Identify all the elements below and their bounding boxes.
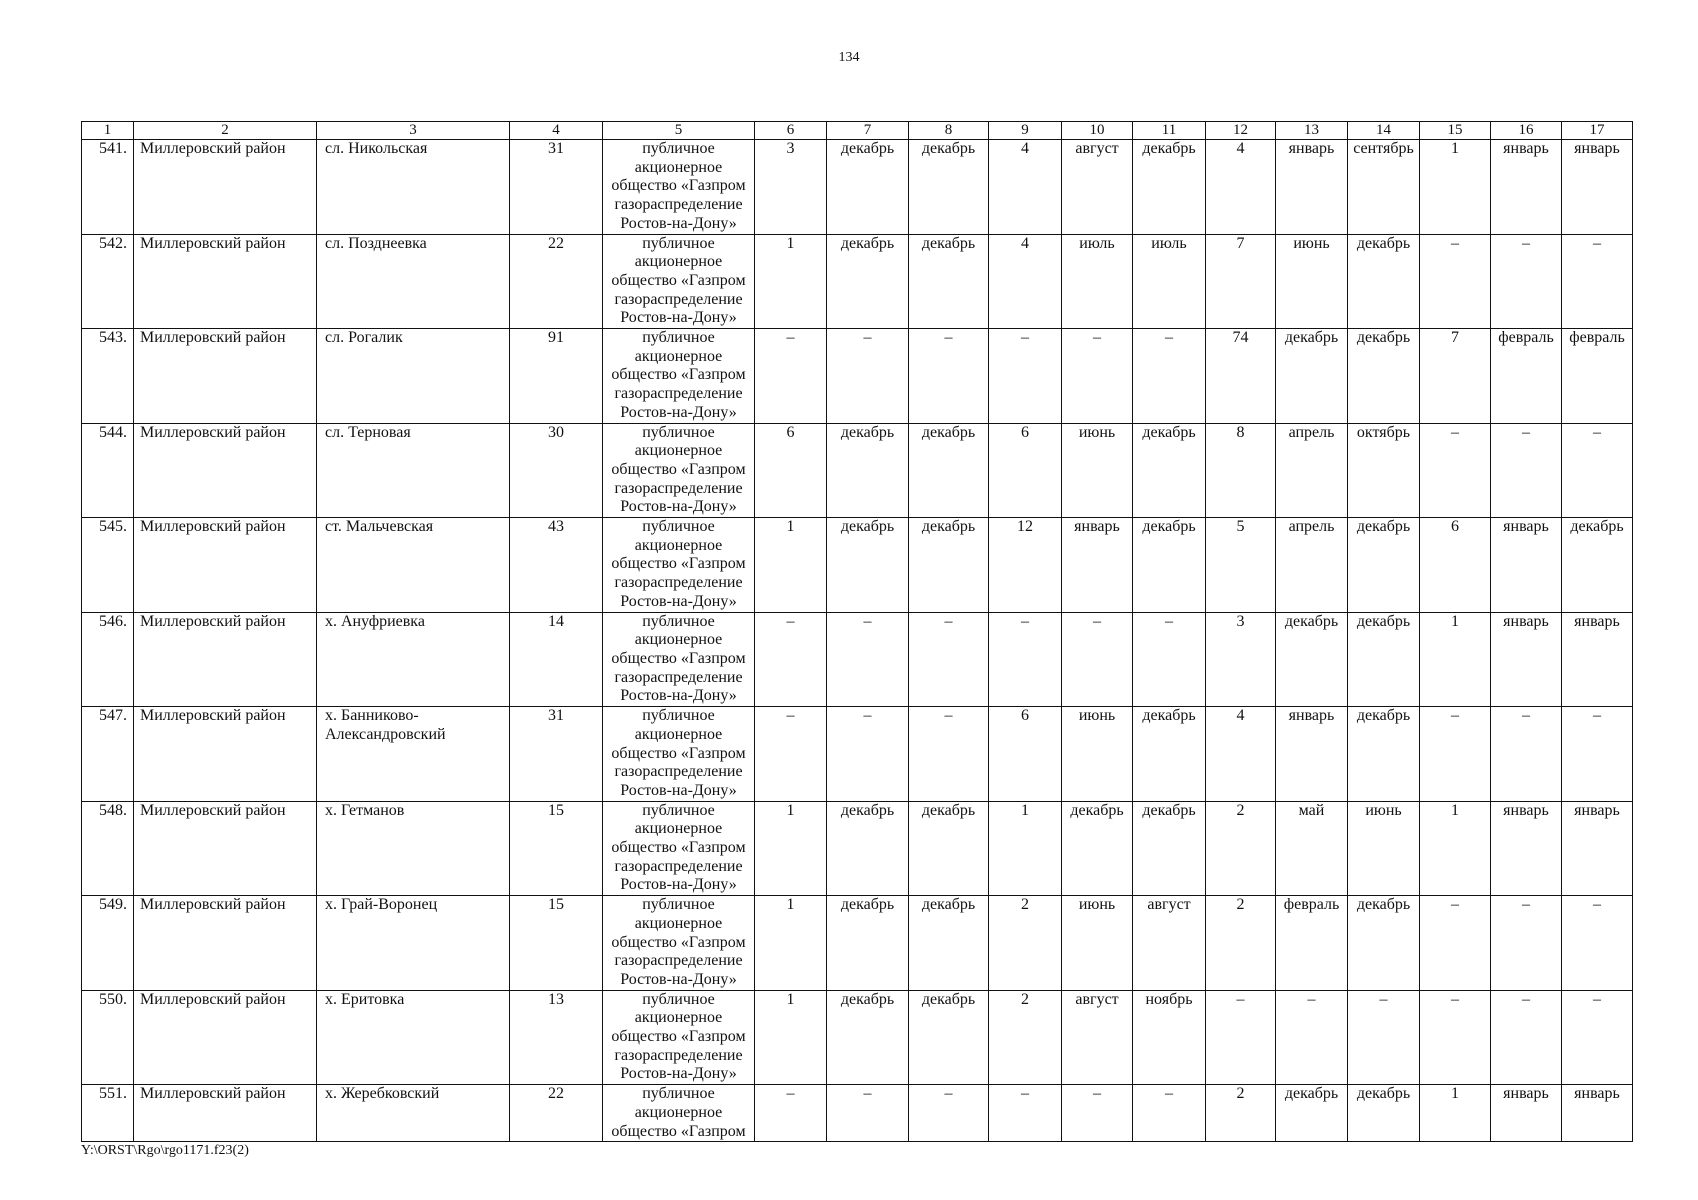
table-row <box>82 896 1633 991</box>
table-cell: – <box>1276 990 1348 1085</box>
table-cell: х. Банниково-Александровский <box>317 707 510 802</box>
table-cell: 2 <box>1206 801 1276 896</box>
table-cell: – <box>1420 707 1491 802</box>
table-cell: декабрь <box>909 518 989 613</box>
table-cell: Миллеровский район <box>134 140 317 235</box>
table-cell: 1 <box>755 234 827 329</box>
table-cell: – <box>827 707 909 802</box>
table-cell: 3 <box>755 140 827 235</box>
table-cell: х. Грай-Воронец <box>317 896 510 991</box>
page-number: 134 <box>838 50 860 65</box>
table-cell: 22 <box>510 234 603 329</box>
column-header: 5 <box>603 122 755 140</box>
column-header: 1 <box>82 122 134 140</box>
table-cell: – <box>1420 423 1491 518</box>
table-cell: – <box>989 1085 1062 1142</box>
table-cell: – <box>909 1085 989 1142</box>
column-header: 17 <box>1562 122 1633 140</box>
table-cell: 2 <box>1206 896 1276 991</box>
table-cell: – <box>827 329 909 424</box>
column-header: 7 <box>827 122 909 140</box>
table-cell: Миллеровский район <box>134 707 317 802</box>
table-row <box>82 234 1633 329</box>
table-cell: 6 <box>1420 518 1491 613</box>
column-header: 4 <box>510 122 603 140</box>
table-cell: 30 <box>510 423 603 518</box>
table-cell: – <box>1420 234 1491 329</box>
table-cell: январь <box>1562 612 1633 707</box>
table-cell: публичное акционерное общество «Газпром газораспределение Ростов-на-Дону» <box>603 801 755 896</box>
table-cell: июнь <box>1348 801 1420 896</box>
table-cell: 549. <box>82 896 134 991</box>
table-cell: – <box>989 612 1062 707</box>
table-row <box>82 801 1633 896</box>
table-cell: 1 <box>755 896 827 991</box>
table-cell: 7 <box>1420 329 1491 424</box>
table-cell: декабрь <box>827 423 909 518</box>
table-cell: 2 <box>989 896 1062 991</box>
table-cell: 1 <box>755 518 827 613</box>
table-cell: январь <box>1276 707 1348 802</box>
table-cell: декабрь <box>1348 518 1420 613</box>
table-cell: – <box>1491 234 1562 329</box>
table-cell: х. Жеребковский <box>317 1085 510 1142</box>
table-cell: 543. <box>82 329 134 424</box>
column-header: 13 <box>1276 122 1348 140</box>
table-cell: – <box>1206 990 1276 1085</box>
table-cell: – <box>1062 612 1133 707</box>
table-cell: 1 <box>1420 801 1491 896</box>
table-cell: 550. <box>82 990 134 1085</box>
table-cell: июль <box>1133 234 1206 329</box>
table-cell: – <box>1133 1085 1206 1142</box>
table-cell: 541. <box>82 140 134 235</box>
column-header: 2 <box>134 122 317 140</box>
table-cell: январь <box>1562 140 1633 235</box>
table-cell: 43 <box>510 518 603 613</box>
table-cell: – <box>1420 896 1491 991</box>
table-cell: декабрь <box>1562 518 1633 613</box>
table-cell: декабрь <box>827 234 909 329</box>
table-cell: 4 <box>989 140 1062 235</box>
table-cell: май <box>1276 801 1348 896</box>
table-cell: 22 <box>510 1085 603 1142</box>
table-cell: январь <box>1562 801 1633 896</box>
column-header: 8 <box>909 122 989 140</box>
table-cell: – <box>1491 707 1562 802</box>
table-cell: – <box>755 1085 827 1142</box>
column-header: 3 <box>317 122 510 140</box>
table-cell: – <box>1562 234 1633 329</box>
table-cell: Миллеровский район <box>134 518 317 613</box>
table-cell: публичное акционерное общество «Газпром газораспределение Ростов-на-Дону» <box>603 612 755 707</box>
table-cell: – <box>1420 990 1491 1085</box>
table-cell: февраль <box>1491 329 1562 424</box>
table-cell: декабрь <box>909 801 989 896</box>
column-header: 6 <box>755 122 827 140</box>
table-cell: – <box>1491 990 1562 1085</box>
table-cell: Миллеровский район <box>134 801 317 896</box>
table-cell: январь <box>1562 1085 1633 1142</box>
table-cell: декабрь <box>909 896 989 991</box>
table-cell: 1 <box>1420 1085 1491 1142</box>
table-cell: декабрь <box>827 140 909 235</box>
table-row <box>82 707 1633 802</box>
table-cell: 13 <box>510 990 603 1085</box>
table-row <box>82 518 1633 613</box>
table-cell: 91 <box>510 329 603 424</box>
table-cell: декабрь <box>1348 612 1420 707</box>
table-cell: декабрь <box>1348 329 1420 424</box>
table-cell: 546. <box>82 612 134 707</box>
table-cell: декабрь <box>1348 707 1420 802</box>
table-cell: декабрь <box>1062 801 1133 896</box>
table-cell: декабрь <box>1276 612 1348 707</box>
table-cell: 2 <box>989 990 1062 1085</box>
table-cell: – <box>909 329 989 424</box>
table-cell: публичное акционерное общество «Газпром газораспределение Ростов-на-Дону» <box>603 990 755 1085</box>
column-header: 15 <box>1420 122 1491 140</box>
table-cell: сентябрь <box>1348 140 1420 235</box>
table-cell: Миллеровский район <box>134 896 317 991</box>
table-cell: 8 <box>1206 423 1276 518</box>
table-cell: – <box>1491 423 1562 518</box>
column-header: 14 <box>1348 122 1420 140</box>
table-cell: – <box>755 329 827 424</box>
table-cell: февраль <box>1562 329 1633 424</box>
table-cell: июнь <box>1062 707 1133 802</box>
table-cell: 4 <box>989 234 1062 329</box>
table-cell: сл. Никольская <box>317 140 510 235</box>
table-cell: декабрь <box>827 801 909 896</box>
table-cell: 4 <box>1206 140 1276 235</box>
table-cell: декабрь <box>1133 707 1206 802</box>
header-row <box>82 122 1633 140</box>
table-cell: 6 <box>755 423 827 518</box>
table-cell: декабрь <box>909 234 989 329</box>
column-header: 10 <box>1062 122 1133 140</box>
table-cell: февраль <box>1276 896 1348 991</box>
table-cell: публичное акционерное общество «Газпром газораспределение Ростов-на-Дону» <box>603 707 755 802</box>
table-cell: – <box>1133 329 1206 424</box>
table-cell: декабрь <box>827 990 909 1085</box>
table-cell: декабрь <box>1133 140 1206 235</box>
table-row <box>82 1085 1633 1142</box>
table-cell: 1 <box>1420 612 1491 707</box>
table-cell: 1 <box>989 801 1062 896</box>
table-cell: – <box>1562 707 1633 802</box>
table-cell: – <box>909 707 989 802</box>
table-cell: сл. Позднеевка <box>317 234 510 329</box>
table-cell: 6 <box>989 707 1062 802</box>
table-cell: 3 <box>1206 612 1276 707</box>
table-row <box>82 423 1633 518</box>
table-cell: декабрь <box>909 140 989 235</box>
table-cell: январь <box>1276 140 1348 235</box>
table-cell: – <box>909 612 989 707</box>
table-cell: декабрь <box>909 423 989 518</box>
table-cell: январь <box>1491 518 1562 613</box>
table-cell: декабрь <box>1133 518 1206 613</box>
table-cell: – <box>1562 990 1633 1085</box>
table-cell: январь <box>1491 1085 1562 1142</box>
column-header: 12 <box>1206 122 1276 140</box>
table-cell: январь <box>1491 140 1562 235</box>
table-cell: 547. <box>82 707 134 802</box>
table-cell: х. Ануфриевка <box>317 612 510 707</box>
table-cell: январь <box>1062 518 1133 613</box>
table-cell: – <box>1491 896 1562 991</box>
table-cell: декабрь <box>1133 801 1206 896</box>
table-cell: сл. Рогалик <box>317 329 510 424</box>
table-cell: – <box>1348 990 1420 1085</box>
column-header: 16 <box>1491 122 1562 140</box>
table-row <box>82 329 1633 424</box>
table-cell: 551. <box>82 1085 134 1142</box>
table-cell: ноябрь <box>1133 990 1206 1085</box>
table-cell: июнь <box>1062 896 1133 991</box>
table-cell: 544. <box>82 423 134 518</box>
table-cell: Миллеровский район <box>134 990 317 1085</box>
table-cell: Миллеровский район <box>134 329 317 424</box>
table-cell: январь <box>1491 612 1562 707</box>
table-cell: х. Еритовка <box>317 990 510 1085</box>
table-cell: декабрь <box>827 518 909 613</box>
table-cell: – <box>755 707 827 802</box>
table-cell: 15 <box>510 801 603 896</box>
table-cell: публичное акционерное общество «Газпром газораспределение Ростов-на-Дону» <box>603 234 755 329</box>
table-cell: апрель <box>1276 423 1348 518</box>
table-row <box>82 990 1633 1085</box>
table-cell: 542. <box>82 234 134 329</box>
table-cell: октябрь <box>1348 423 1420 518</box>
table-cell: 2 <box>1206 1085 1276 1142</box>
table-cell: июнь <box>1062 423 1133 518</box>
table-cell: апрель <box>1276 518 1348 613</box>
table-cell: 1 <box>755 801 827 896</box>
table-cell: 545. <box>82 518 134 613</box>
table-cell: август <box>1133 896 1206 991</box>
table-cell: публичное акционерное общество «Газпром газораспределение Ростов-на-Дону» <box>603 329 755 424</box>
table-cell: публичное акционерное общество «Газпром газораспределение Ростов-на-Дону» <box>603 423 755 518</box>
table-cell: декабрь <box>1348 1085 1420 1142</box>
column-header: 9 <box>989 122 1062 140</box>
table-cell: – <box>1062 1085 1133 1142</box>
table-cell: – <box>1062 329 1133 424</box>
table-cell: 1 <box>1420 140 1491 235</box>
table-cell: 15 <box>510 896 603 991</box>
column-header: 11 <box>1133 122 1206 140</box>
table-cell: 31 <box>510 707 603 802</box>
table-cell: август <box>1062 140 1133 235</box>
table-cell: август <box>1062 990 1133 1085</box>
table-cell: декабрь <box>827 896 909 991</box>
table-body <box>82 140 1633 1142</box>
table-cell: – <box>827 612 909 707</box>
table-cell: декабрь <box>1348 234 1420 329</box>
table-cell: публичное акционерное общество «Газпром газораспределение Ростов-на-Дону» <box>603 896 755 991</box>
table-cell: ст. Мальчевская <box>317 518 510 613</box>
footer-file-path: Y:\ORST\Rgo\rgo1171.f23(2) <box>81 1143 249 1158</box>
table-cell: 31 <box>510 140 603 235</box>
table-row <box>82 612 1633 707</box>
table-cell: июнь <box>1276 234 1348 329</box>
table-cell: 5 <box>1206 518 1276 613</box>
table-row <box>82 140 1633 235</box>
table-cell: – <box>1133 612 1206 707</box>
table-cell: – <box>989 329 1062 424</box>
table-cell: 4 <box>1206 707 1276 802</box>
table-cell: публичное акционерное общество «Газпром газораспределение Ростов-на-Дону» <box>603 518 755 613</box>
data-table <box>81 121 1633 1142</box>
table-cell: 548. <box>82 801 134 896</box>
table-cell: Миллеровский район <box>134 612 317 707</box>
table-cell: 14 <box>510 612 603 707</box>
table-cell: х. Гетманов <box>317 801 510 896</box>
table-cell: январь <box>1491 801 1562 896</box>
table-cell: декабрь <box>909 990 989 1085</box>
table-cell: сл. Терновая <box>317 423 510 518</box>
table-cell: 6 <box>989 423 1062 518</box>
table-cell: декабрь <box>1276 329 1348 424</box>
table-cell: 12 <box>989 518 1062 613</box>
table-cell: Миллеровский район <box>134 1085 317 1142</box>
table-cell: декабрь <box>1276 1085 1348 1142</box>
table-cell: – <box>755 612 827 707</box>
table-cell: декабрь <box>1348 896 1420 991</box>
table-cell: 1 <box>755 990 827 1085</box>
table-cell: публичное акционерное общество «Газпром газораспределение Ростов-на-Дону» <box>603 140 755 235</box>
table-cell: июль <box>1062 234 1133 329</box>
table-cell: 7 <box>1206 234 1276 329</box>
table-cell: – <box>1562 896 1633 991</box>
table-cell: Миллеровский район <box>134 234 317 329</box>
table-cell: Миллеровский район <box>134 423 317 518</box>
table-cell: публичное акционерное общество «Газпром <box>603 1085 755 1142</box>
table-cell: – <box>827 1085 909 1142</box>
table-cell: 74 <box>1206 329 1276 424</box>
table-cell: – <box>1562 423 1633 518</box>
table-cell: декабрь <box>1133 423 1206 518</box>
